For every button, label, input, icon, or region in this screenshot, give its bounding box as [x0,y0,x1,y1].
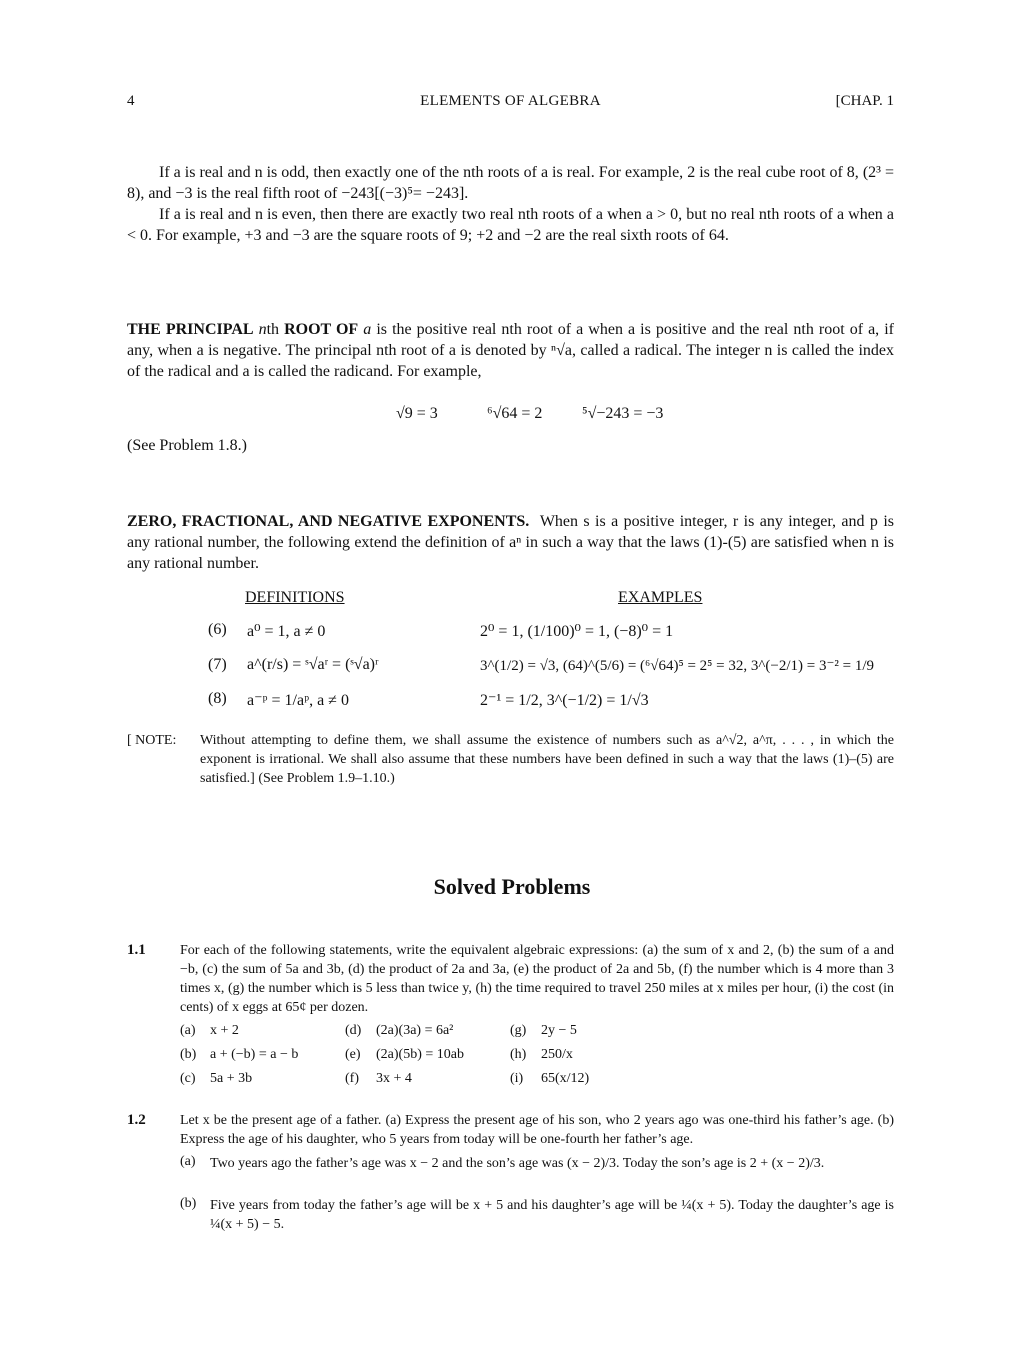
principal-example-3: ⁵√−243 = −3 [582,405,664,422]
exponents-paragraph [127,511,894,574]
see-problem-ref: (See Problem 1.8.) [127,437,247,454]
section-title: Solved Problems [433,874,591,899]
principal-example-1: √9 = 3 [396,405,438,422]
answer-text: (2a)(5b) = 10ab [376,1047,464,1062]
answer-label: (d) [345,1023,362,1038]
page-header [127,93,894,115]
intro-paragraph-1: If a is real and n is odd, then exactly one of the nth roots of a is real. For example, 2 is the real cube root of 8, (2³ = 8), and −3 is the real fifth root of −243[(−3)⁵= −243]. [127,164,894,202]
answer-text: (2a)(3a) = 6a² [376,1023,454,1038]
chapter-label: [CHAP. 1 [835,93,894,109]
problem-number-1-2: 1.2 [127,1112,146,1128]
law-6-definition: a⁰ = 1, a ≠ 0 [247,623,326,640]
note-label: [ NOTE: [127,733,177,748]
answer-label: (b) [180,1047,197,1062]
answer-label: (a) [180,1023,196,1038]
answer-label: (i) [510,1071,524,1086]
principal-heading-b: ROOT OF [284,321,359,338]
part-label: (a) [180,1154,196,1169]
answer-text: 2y − 5 [541,1023,577,1038]
answer-label: (f) [345,1071,359,1086]
answer-label: (c) [180,1071,196,1086]
note-text: Without attempting to define them, we shall assume the existence of numbers such as a^√2, a^π, . . . , in which the exponent is irrational. We shall also assume that these numbers have been defined in such a way that the laws (1)–(5) are satisfied.] (See Problem 1.9–1.10.) [200,733,894,786]
answer-text: 65(x/12) [541,1071,590,1086]
answer-text: 5a + 3b [210,1071,253,1086]
principal-root-section [127,319,894,382]
definitions-column-header: DEFINITIONS [245,589,345,606]
answer-text: 250/x [541,1047,573,1062]
page-number: 4 [127,93,135,109]
law-8-example: 2⁻¹ = 1/2, 3^(−1/2) = 1/√3 [480,692,649,709]
principal-heading-a: THE PRINCIPAL [127,321,254,338]
answer-text: 3x + 4 [376,1071,412,1086]
answer-label: (h) [510,1047,527,1062]
part-text: Five years from today the father’s age will be x + 5 and his daughter’s age will be ¼(x + 5). Today the daughter’s age is ¼(x + 5) − 5. [210,1198,894,1232]
law-6-example: 2⁰ = 1, (1/100)⁰ = 1, (−8)⁰ = 1 [480,623,674,640]
exponents-heading: ZERO, FRACTIONAL, AND NEGATIVE EXPONENTS. [127,513,530,530]
law-6-number: (6) [208,621,227,638]
intro-paragraph-2: If a is real and n is even, then there are exactly two real nth roots of a when a > 0, but no real nth roots of a when a < 0. For example, +3 and −3 are the square roots of 9; +2 and −2 are the real sixth roots of 64. [127,206,894,244]
examples-column-header: EXAMPLES [618,589,703,606]
principal-example-2: ⁶√64 = 2 [487,405,543,422]
part-label: (b) [180,1196,197,1211]
principal-root-paragraph: THE PRINCIPAL nth ROOT OF a is the positive real nth root of a when a is positive and the real nth root of a, if any, when a is negative. The principal nth root of a is denoted by ⁿ√a, called a radical. The integer n is called the index of the radical and a is called the radicand. For example, [127,321,895,380]
exponents-text: When s is a positive integer, r is any integer, and p is any rational number, the following extend the definition of aⁿ in such a way that the laws (1)-(5) are satisfied when n is any rational number. [127,513,894,572]
law-8-number: (8) [208,690,227,707]
law-7-number: (7) [208,656,227,673]
problem-1-2-statement: Let x be the present age of a father. (a) Express the present age of his son, who 2 years ago was one-third his father’s age. (b) Express the age of his daughter, who 5 years from today will be one-fourth her father’s age. [180,1113,894,1147]
problem-1-1-statement: For each of the following statements, write the equivalent algebraic expressions: (a) the sum of x and 2, (b) the sum of a and −b, (c) the sum of 5a and 3b, (d) the product of 2a and 3a, (e) the product of 2a and 5b, (f) the number which is 4 more than 3 times x, (g) the number which is 5 less than twice y, (h) the time required to travel 250 miles at x miles per hour, (i) the cost (in cents) of x eggs at 65¢ per dozen. [180,943,894,1015]
running-title: ELEMENTS OF ALGEBRA [420,93,601,109]
law-7-example: 3^(1/2) = √3, (64)^(5/6) = (⁶√64)⁵ = 2⁵ = 32, 3^(−2/1) = 3⁻² = 1/9 [480,658,875,674]
answer-label: (g) [510,1023,527,1038]
law-8-definition: a⁻ᵖ = 1/aᵖ, a ≠ 0 [247,692,349,709]
exponents-section [127,511,894,574]
answer-label: (e) [345,1047,361,1062]
principal-text: is the positive real nth root of a when a is positive and the real nth root of a, if any, when a is negative. The principal nth root of a is denoted by ⁿ√a, called a radical. The integer n is called the index of the radical and a is called the radicand. For example, [127,321,895,380]
problem-number-1-1: 1.1 [127,942,146,958]
intro-section [127,162,894,246]
law-7-definition: a^(r/s) = ˢ√aʳ = (ˢ√a)ʳ [247,656,379,673]
answer-text: a + (−b) = a − b [210,1047,299,1062]
part-text: Two years ago the father’s age was x − 2 and the son’s age was (x − 2)/3. Today the son’s age is 2 + (x − 2)/3. [210,1156,825,1171]
answer-text: x + 2 [210,1023,239,1038]
